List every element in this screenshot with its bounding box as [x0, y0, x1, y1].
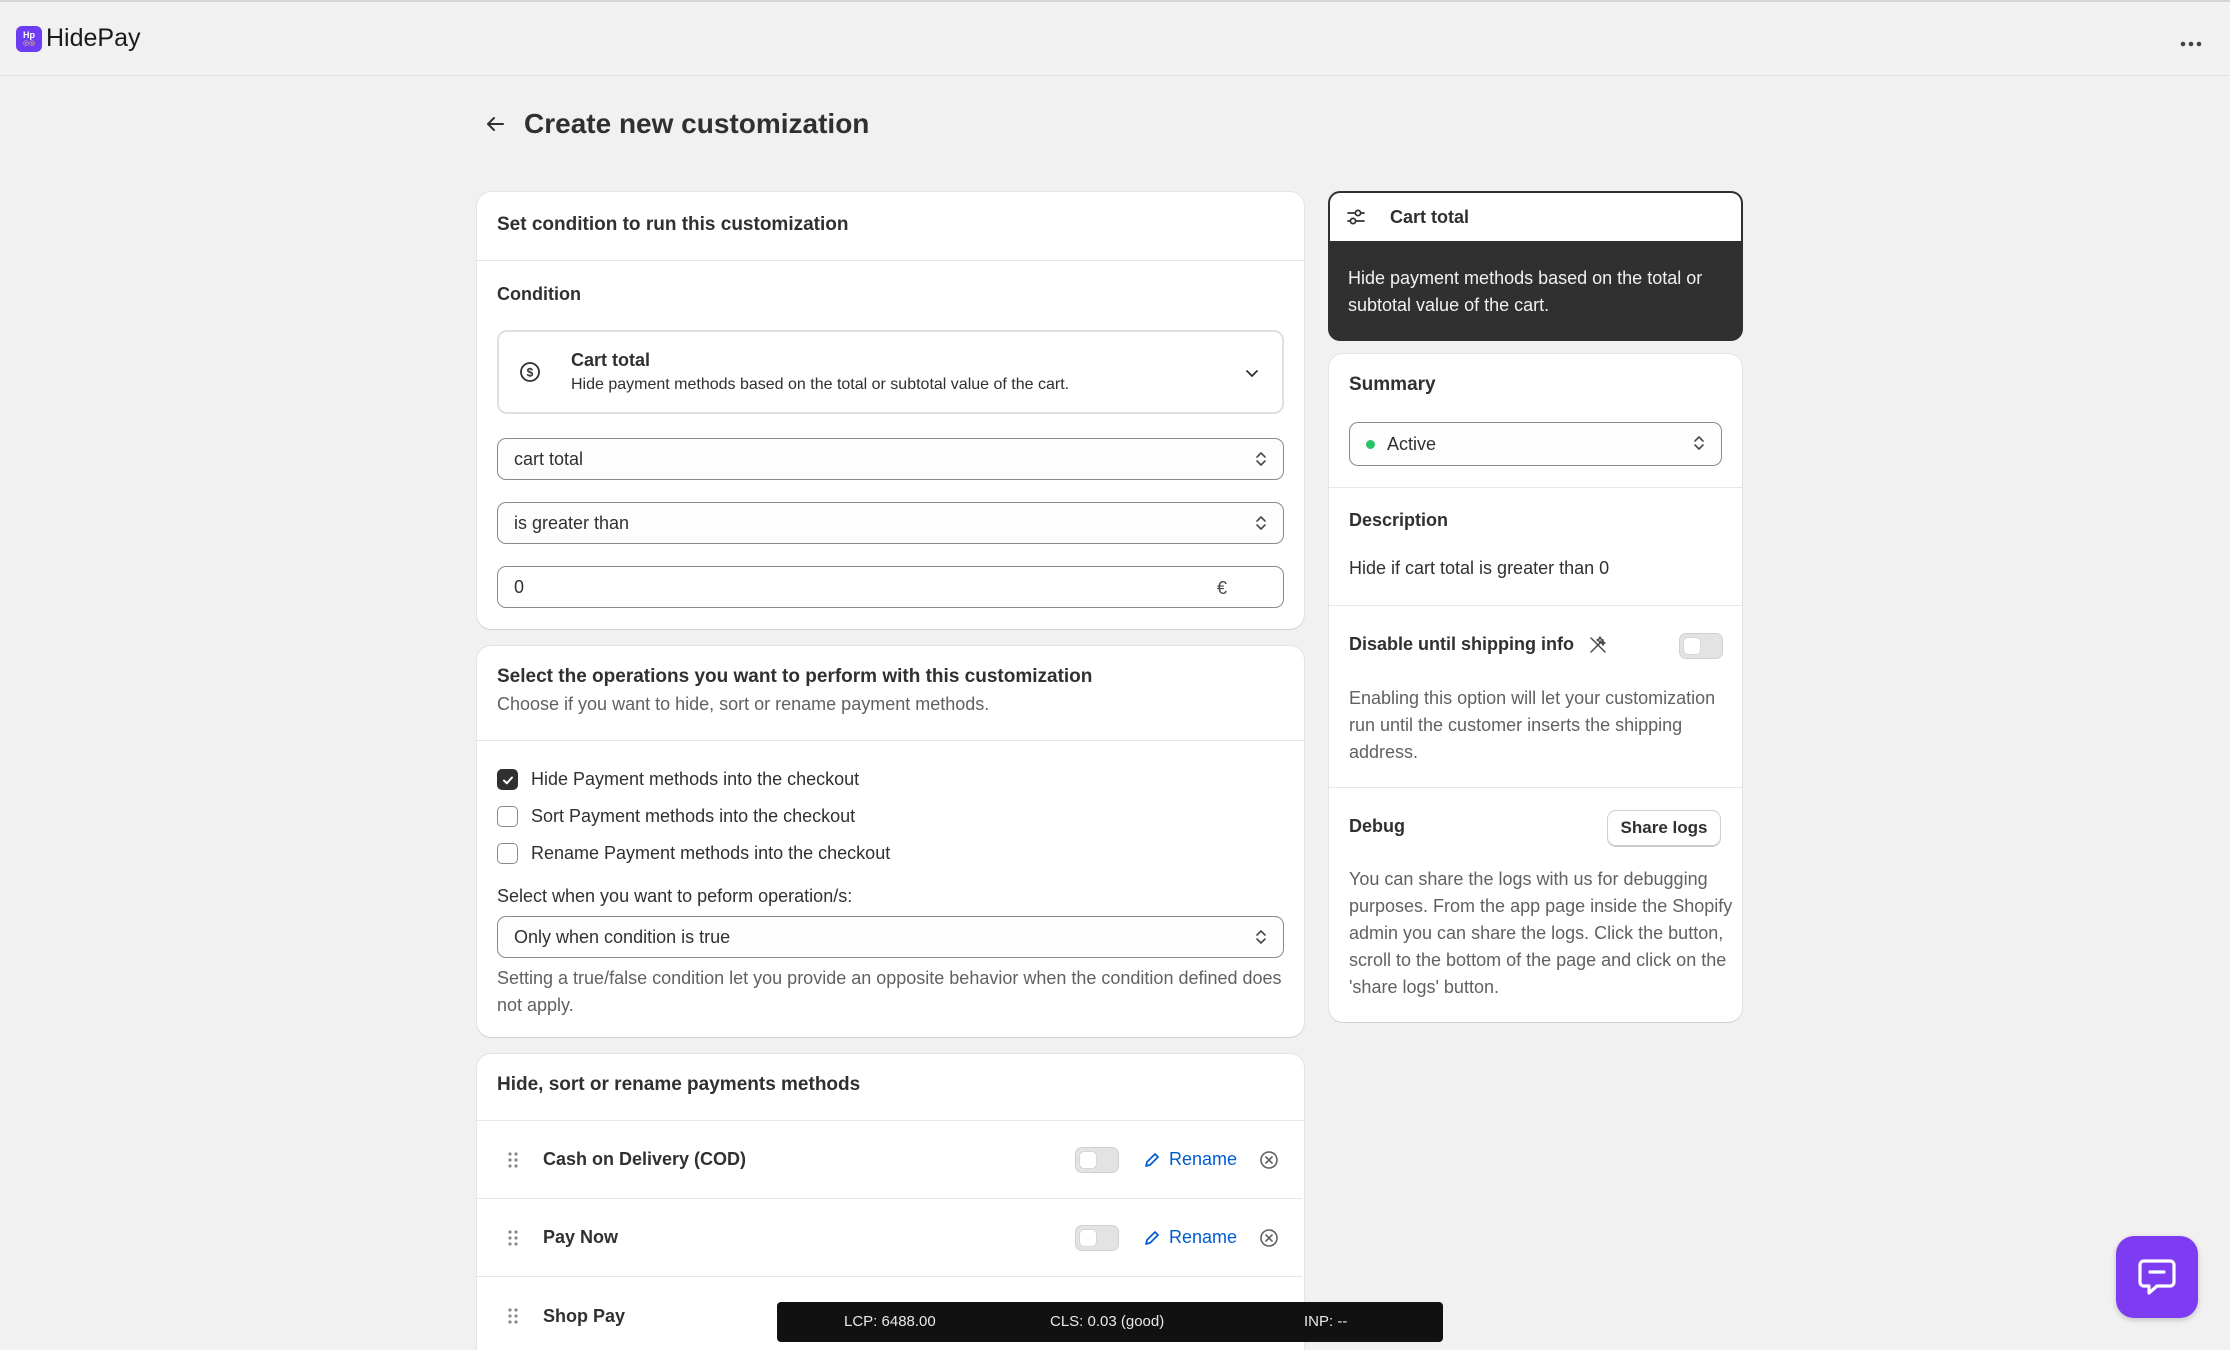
page-header — [484, 108, 869, 140]
value-input[interactable] — [497, 566, 1284, 608]
drag-handle-icon[interactable] — [507, 1151, 519, 1169]
select-arrows-icon — [1255, 450, 1267, 468]
operations-heading: Select the operations you want to perform with this customization — [497, 666, 1093, 687]
payment-method-row — [477, 1121, 1302, 1199]
checkbox-sort[interactable] — [497, 806, 518, 827]
status-dot — [1366, 440, 1375, 449]
currency-suffix: € — [1216, 578, 1227, 598]
summary-heading: Summary — [1349, 374, 1436, 395]
status-value: Active — [1387, 433, 1437, 454]
cls-metric: CLS: 0.03 (good) — [1050, 1313, 1165, 1330]
pencil-icon — [1143, 1229, 1161, 1247]
dollar-circle-icon — [519, 361, 541, 383]
lcp-metric: LCP: 6488.00 — [844, 1313, 936, 1330]
close-circle-icon[interactable] — [1259, 1150, 1279, 1170]
share-logs-label: Share logs — [1620, 818, 1708, 837]
check-icon — [501, 773, 515, 787]
rename-button[interactable] — [1143, 1227, 1237, 1248]
option-sort[interactable] — [497, 806, 855, 827]
payment-method-row — [477, 1199, 1302, 1277]
condition-card-heading: Set condition to run this customization — [497, 214, 849, 235]
checkbox-rename[interactable] — [497, 843, 518, 864]
operations-card — [477, 646, 1304, 1037]
debug-heading: Debug — [1349, 816, 1405, 836]
share-logs-button[interactable] — [1607, 810, 1721, 846]
operations-subheading: Choose if you want to hide, sort or rename payment methods. — [497, 694, 990, 714]
when-help-text: Setting a true/false condition let you provide an opposite behavior when the condition defined does not apply. — [497, 968, 1282, 1015]
rename-label: Rename — [1169, 1149, 1238, 1169]
shipping-heading: Disable until shipping info — [1349, 634, 1574, 654]
tooltip-header — [1330, 193, 1741, 241]
chevron-down-icon[interactable] — [1244, 365, 1260, 381]
checkbox-hide[interactable] — [497, 769, 518, 790]
chat-support-button[interactable] — [2116, 1236, 2198, 1318]
pencil-icon — [1143, 1151, 1161, 1169]
summary-card — [1329, 354, 1742, 1022]
option-hide[interactable] — [497, 769, 859, 790]
condition-label: Condition — [497, 284, 581, 304]
performance-metrics-bar — [777, 1302, 1443, 1342]
shipping-toggle[interactable] — [1679, 633, 1723, 659]
more-horizontal-icon[interactable] — [2180, 28, 2202, 48]
rename-label: Rename — [1169, 1227, 1238, 1247]
operator-select-value: is greater than — [514, 512, 630, 533]
payment-method-name: Pay Now — [543, 1227, 619, 1247]
status-select[interactable] — [1349, 422, 1722, 466]
when-select-value: Only when condition is true — [514, 926, 731, 947]
inp-metric: INP: -- — [1304, 1313, 1348, 1330]
select-arrows-icon — [1255, 514, 1267, 532]
field-select[interactable] — [497, 438, 1284, 480]
condition-card — [477, 192, 1304, 629]
svg-text:$: $ — [526, 365, 534, 380]
payment-method-name: Shop Pay — [543, 1305, 626, 1326]
condition-title: Cart total — [571, 350, 651, 370]
tooltip-title: Cart total — [1390, 206, 1470, 227]
description-text: Hide if cart total is greater than 0 — [1349, 558, 1610, 578]
condition-tooltip — [1328, 191, 1743, 341]
arrow-left-icon[interactable] — [484, 113, 506, 135]
option-rename-label: Rename Payment methods into the checkout — [531, 843, 891, 863]
operator-select[interactable] — [497, 502, 1284, 544]
select-arrows-icon — [1693, 434, 1705, 452]
payment-method-name: Cash on Delivery (COD) — [543, 1149, 747, 1169]
select-arrows-icon — [1255, 928, 1267, 946]
field-select-value: cart total — [514, 448, 584, 469]
description-heading: Description — [1349, 510, 1449, 530]
option-rename[interactable] — [497, 843, 890, 864]
app-topbar — [0, 0, 2230, 76]
when-label: Select when you want to peform operation/s: — [497, 886, 853, 906]
tooltip-text: Hide payment methods based on the total or subtotal value of the cart. — [1348, 268, 1703, 315]
debug-text: You can share the logs with us for debugging purposes. From the app page inside the Shopify admin you can share the logs. Click the button, scroll to the bottom of the page and click on the 'share logs' button. — [1349, 869, 1733, 997]
rename-button[interactable] — [1143, 1149, 1237, 1170]
option-sort-label: Sort Payment methods into the checkout — [531, 806, 856, 826]
drag-handle-icon[interactable] — [507, 1307, 519, 1325]
methods-heading: Hide, sort or rename payments methods — [497, 1074, 861, 1095]
option-hide-label: Hide Payment methods into the checkout — [531, 769, 860, 789]
shipping-heading-row — [1349, 634, 1608, 655]
drag-handle-icon[interactable] — [507, 1229, 519, 1247]
payment-method-toggle[interactable] — [1075, 1147, 1119, 1173]
condition-description: Hide payment methods based on the total or subtotal value of the cart. — [571, 376, 1070, 393]
value-input-text: 0 — [514, 576, 525, 597]
sliders-icon — [1346, 207, 1366, 227]
app-logo-icon: Hp ◎◎ — [16, 26, 42, 52]
magic-wand-icon — [1588, 635, 1608, 655]
condition-selector[interactable] — [497, 330, 1284, 414]
when-select[interactable] — [497, 916, 1284, 958]
shipping-text: Enabling this option will let your customization run until the customer inserts the shipping address. — [1349, 688, 1716, 762]
app-name: HidePay — [46, 24, 141, 52]
chat-bubble-icon — [2136, 1257, 2178, 1297]
page-title: Create new customization — [524, 108, 870, 139]
payment-method-toggle[interactable] — [1075, 1225, 1119, 1251]
close-circle-icon[interactable] — [1259, 1228, 1279, 1248]
